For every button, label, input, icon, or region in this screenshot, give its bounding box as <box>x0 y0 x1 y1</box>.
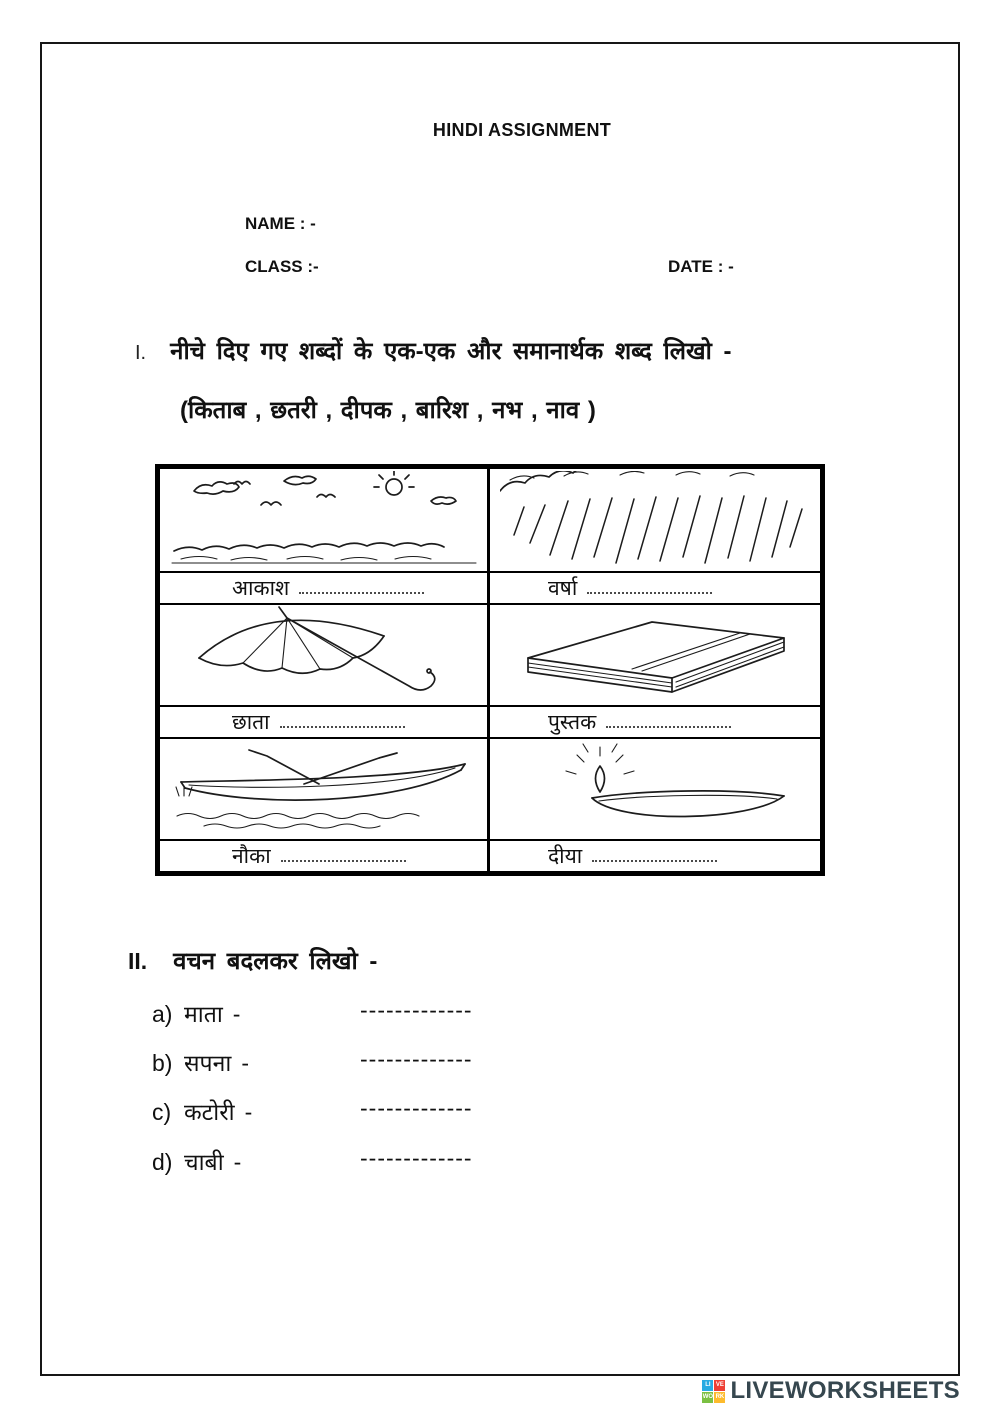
class-label: CLASS :- <box>245 257 319 276</box>
section-1-instruction: नीचे दिए गए शब्दों के एक-एक और समानार्थक शब्द लिखो - <box>170 338 732 365</box>
plural-item-a <box>152 997 473 1031</box>
item-letter: b) <box>152 1050 173 1076</box>
answer-dotted-line[interactable] <box>606 716 731 728</box>
picture-grid <box>155 464 825 876</box>
picture-word-label: दीया <box>548 844 583 868</box>
cell-label-bar <box>490 839 820 871</box>
sky-illustration <box>160 469 487 571</box>
item-letter: d) <box>152 1149 173 1175</box>
liveworksheets-brand[interactable] <box>702 1377 960 1405</box>
picture-word-label: आकाश <box>232 576 290 600</box>
oil-lamp-illustration <box>490 739 820 839</box>
item-separator: - <box>232 1001 241 1027</box>
name-label: NAME : - <box>245 214 316 233</box>
cell-label-bar <box>490 705 820 737</box>
item-separator: - <box>233 1149 242 1175</box>
cell-label-bar <box>160 705 487 737</box>
section-2-heading <box>128 944 377 977</box>
item-word: सपना <box>184 1051 232 1077</box>
section-1-numeral: I. <box>135 342 147 364</box>
item-word: चाबी <box>184 1150 224 1176</box>
answer-dotted-line[interactable] <box>299 582 424 594</box>
logo-square: WO <box>702 1392 713 1403</box>
grid-cell-boat <box>160 737 490 871</box>
word-bank: (किताब , छतरी , दीपक , बारिश , नभ , नाव ) <box>180 397 596 424</box>
plural-item-b <box>152 1046 473 1080</box>
liveworksheets-logo-icon <box>702 1380 725 1403</box>
answer-dotted-line[interactable] <box>592 850 717 862</box>
answer-dotted-line[interactable] <box>280 716 405 728</box>
grid-cell-sky <box>160 469 490 603</box>
cell-label-bar <box>160 839 487 871</box>
item-word: माता <box>184 1002 223 1028</box>
item-separator: - <box>241 1050 250 1076</box>
item-letter: c) <box>152 1099 172 1125</box>
logo-square: VE <box>714 1380 725 1391</box>
plural-item-c <box>152 1095 473 1129</box>
plural-item-d <box>152 1145 473 1179</box>
logo-square: LI <box>702 1380 713 1391</box>
umbrella-illustration <box>160 605 487 705</box>
picture-word-label: पुस्तक <box>548 710 597 734</box>
grid-cell-oil-lamp <box>490 737 820 871</box>
cell-label-bar <box>160 571 487 603</box>
book-illustration <box>490 605 820 705</box>
grid-cell-book <box>490 603 820 737</box>
section-2-instruction: वचन बदलकर लिखो - <box>173 948 378 975</box>
picture-word-label: छाता <box>232 710 270 734</box>
item-separator: - <box>244 1099 253 1125</box>
picture-word-label: वर्षा <box>548 576 578 600</box>
logo-square: RK <box>714 1392 725 1403</box>
boat-illustration <box>160 739 487 839</box>
section-1-heading <box>135 334 732 367</box>
rain-illustration <box>490 469 820 571</box>
grid-cell-rain <box>490 469 820 603</box>
brand-text: LIVEWORKSHEETS <box>730 1377 960 1404</box>
item-letter: a) <box>152 1001 173 1027</box>
page-title: HINDI ASSIGNMENT <box>432 120 612 140</box>
grid-cell-umbrella <box>160 603 490 737</box>
answer-blank[interactable]: ------------- <box>360 997 473 1023</box>
answer-dotted-line[interactable] <box>281 850 406 862</box>
date-label: DATE : - <box>668 257 734 276</box>
answer-blank[interactable]: ------------- <box>360 1145 473 1171</box>
answer-blank[interactable]: ------------- <box>360 1095 473 1121</box>
section-2-numeral: II. <box>128 948 148 974</box>
answer-dotted-line[interactable] <box>587 582 712 594</box>
item-word: कटोरी <box>184 1100 235 1126</box>
answer-blank[interactable]: ------------- <box>360 1046 473 1072</box>
picture-word-label: नौका <box>232 844 271 868</box>
cell-label-bar <box>490 571 820 603</box>
